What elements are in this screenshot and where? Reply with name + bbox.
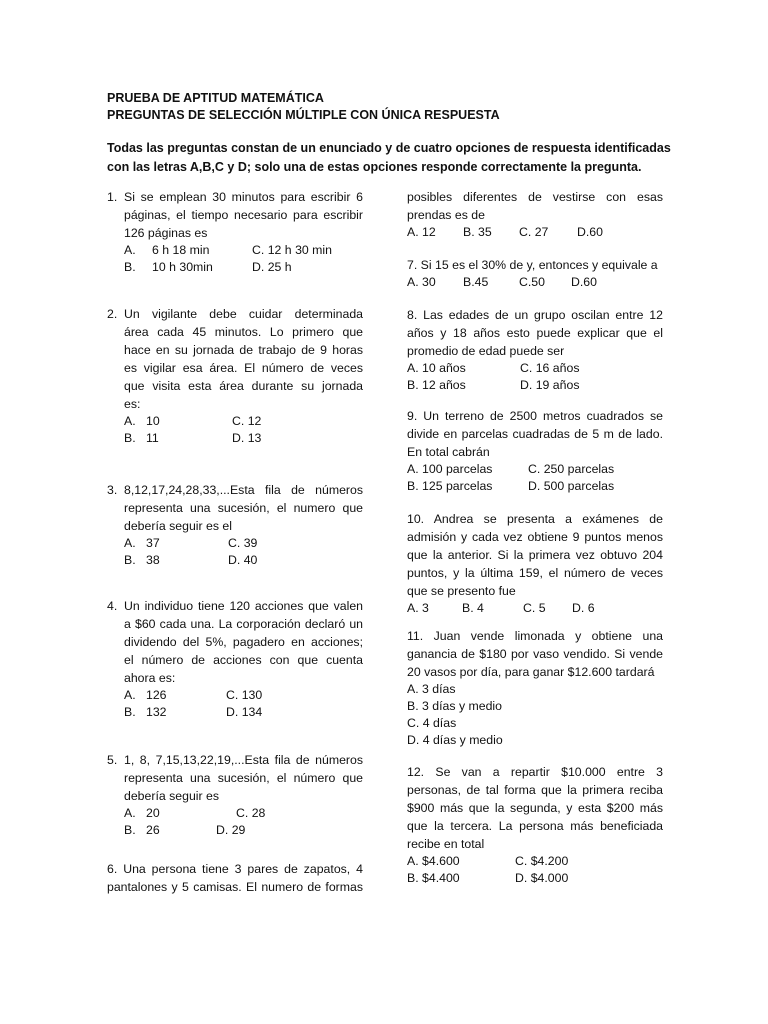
options-row xyxy=(124,552,363,569)
question-number: 5. xyxy=(107,753,118,767)
option-b: 38 xyxy=(146,553,160,567)
options-row xyxy=(407,478,663,495)
instructions-line: con las letras A,B,C y D; solo una de estas opciones responde correctamente la pregunta. xyxy=(107,160,642,174)
question-line: puntos, y la última 159, el número de veces xyxy=(407,566,663,580)
options-row xyxy=(407,224,663,241)
options-row xyxy=(407,853,663,870)
option-a-letter: A. xyxy=(124,688,136,702)
question-line: Un individuo tiene 120 acciones que valen xyxy=(124,599,363,613)
option-a: A. 12 xyxy=(407,225,436,239)
question-line: años y 18 años esto puede explicar que el xyxy=(407,326,663,340)
option-d: D. 19 años xyxy=(520,378,580,392)
question-line: que la tercera. La persona más beneficiada xyxy=(407,819,663,833)
option-c: C.50 xyxy=(519,275,545,289)
option-a-letter: A. xyxy=(124,414,136,428)
question-6-continued xyxy=(407,188,663,241)
options-row xyxy=(407,870,663,887)
question-number: 2. xyxy=(107,307,118,321)
question-line: hace en su jornada de trabajo de 9 horas xyxy=(124,343,363,357)
option-d: D.60 xyxy=(577,225,603,239)
question-line: área cada 45 minutos. Lo primero que xyxy=(124,325,363,339)
option-b-letter: B. xyxy=(124,431,136,445)
option-c: C. 28 xyxy=(236,806,266,820)
option-b: B. 3 días y medio xyxy=(407,699,503,713)
option-a-letter: A. xyxy=(124,536,136,550)
question-line: páginas, el tiempo necesario para escribir xyxy=(124,208,363,222)
question-line: debería seguir es xyxy=(124,789,220,803)
option-d: D. 13 xyxy=(232,431,262,445)
option-b-letter: B. xyxy=(124,705,136,719)
question-line: a $60 cada una. La corporación declaró un xyxy=(124,617,363,631)
question-line: Si se emplean 30 minutos para escribir 6 xyxy=(124,190,363,204)
option-a-letter: A. xyxy=(124,243,136,257)
question-line: promedio de edad puede ser xyxy=(407,344,565,358)
question-line: $900 más que la segunda, y esta $200 más xyxy=(407,801,663,815)
question-line: es vigilar esa área. El número de veces xyxy=(124,361,363,375)
option-d: D. 134 xyxy=(226,705,263,719)
question-line: posibles diferentes de vestirse con esas xyxy=(407,190,663,204)
option-c: C. 16 años xyxy=(520,361,580,375)
question-line: 11. Juan vende limonada y obtiene una xyxy=(407,629,663,643)
option-b: 11 xyxy=(146,431,159,445)
question-12 xyxy=(407,763,663,887)
option-a: A. 100 parcelas xyxy=(407,462,493,476)
question-body xyxy=(124,305,363,447)
option-c: C. $4.200 xyxy=(515,854,569,868)
option-b: B. 125 parcelas xyxy=(407,479,493,493)
question-line: 10. Andrea se presenta a exámenes de xyxy=(407,512,663,526)
option-a: 6 h 18 min xyxy=(152,243,210,257)
options-row xyxy=(407,274,663,291)
question-line: 126 páginas es xyxy=(124,226,208,240)
option-a: A. 3 días xyxy=(407,682,456,696)
options-row xyxy=(124,822,363,839)
options-row xyxy=(407,360,663,377)
instructions xyxy=(107,139,671,177)
option-a: A. 10 años xyxy=(407,361,466,375)
question-number: 4. xyxy=(107,599,118,613)
option-a: 20 xyxy=(146,806,160,820)
options-row xyxy=(407,461,663,478)
question-line: divide en parcelas cuadradas de 5 m de lado. xyxy=(407,427,663,441)
question-body xyxy=(124,188,363,276)
question-8 xyxy=(407,306,663,394)
question-line: Un vigilante debe cuidar determinada xyxy=(124,307,363,321)
question-11 xyxy=(407,627,663,749)
question-line: debería seguir es el xyxy=(124,519,233,533)
question-line: recibe en total xyxy=(407,837,485,851)
option-d: D. 4 días y medio xyxy=(407,733,503,747)
option-b-letter: B. xyxy=(124,823,136,837)
question-line: 8. Las edades de un grupo oscilan entre 12 xyxy=(407,308,663,322)
option-b: 26 xyxy=(146,823,160,837)
question-line: En total cabrán xyxy=(407,445,490,459)
option-c: C. 12 h 30 min xyxy=(252,243,332,257)
option-d: D. 6 xyxy=(572,601,595,615)
question-line: es: xyxy=(124,397,141,411)
question-line: 9. Un terreno de 2500 metros cuadrados se xyxy=(407,409,663,423)
options-row xyxy=(124,430,363,447)
option-d: D. 40 xyxy=(228,553,258,567)
option-c: C. 5 xyxy=(523,601,546,615)
option-a-letter: A. xyxy=(124,806,136,820)
exam-subtitle: PREGUNTAS DE SELECCIÓN MÚLTIPLE CON ÚNICA RESPUESTA xyxy=(107,108,500,122)
question-line: 1, 8, 7,15,13,22,19,...Esta fila de números xyxy=(124,753,363,767)
question-line: 20 vasos por día, para ganar $12.600 tardará xyxy=(407,665,655,679)
question-line: que la anterior. Si la primera vez obtuvo 204 xyxy=(407,548,663,562)
option-b: B. 4 xyxy=(462,601,484,615)
options-row xyxy=(124,805,363,822)
options-row xyxy=(124,259,363,276)
question-10 xyxy=(407,510,663,617)
instructions-line: Todas las preguntas constan de un enunciado y de cuatro opciones de respuesta identificadas xyxy=(107,141,671,155)
question-body xyxy=(124,751,363,839)
question-line: admisión y cada vez obtiene 9 puntos menos xyxy=(407,530,663,544)
question-line: ganancia de $180 por vaso vendido. Si vende xyxy=(407,647,663,661)
option-c: C. 39 xyxy=(228,536,258,550)
exam-title: PRUEBA DE APTITUD MATEMÁTICA xyxy=(107,91,324,105)
option-b: B. 35 xyxy=(463,225,492,239)
question-6-start xyxy=(107,860,363,896)
option-c: C. 12 xyxy=(232,414,262,428)
options-row xyxy=(124,704,363,721)
option-d: D. 29 xyxy=(216,823,246,837)
question-body xyxy=(124,481,363,569)
question-line: 6. Una persona tiene 3 pares de zapatos, 4 xyxy=(107,862,363,876)
question-line: personas, de tal forma que la primera reciba xyxy=(407,783,663,797)
option-b: 10 h 30min xyxy=(152,260,213,274)
option-a: A. 3 xyxy=(407,601,429,615)
option-c: C. 4 días xyxy=(407,716,457,730)
option-b: 132 xyxy=(146,705,167,719)
option-b: B. 12 años xyxy=(407,378,466,392)
option-c: C. 27 xyxy=(519,225,549,239)
option-d: D. $4.000 xyxy=(515,871,569,885)
options-row xyxy=(124,535,363,552)
question-line: que se presento fue xyxy=(407,584,516,598)
question-line: el número de acciones con que cuenta xyxy=(124,653,363,667)
options-row xyxy=(407,600,663,617)
option-d: D. 25 h xyxy=(252,260,292,274)
question-line: prendas es de xyxy=(407,208,485,222)
question-line: representa una sucesión, el numero que xyxy=(124,501,363,515)
option-b: B. $4.400 xyxy=(407,871,460,885)
question-line: representa una sucesión, el número que xyxy=(124,771,363,785)
question-line: dividendo del 5%, pagadero en acciones; xyxy=(124,635,363,649)
question-9 xyxy=(407,407,663,495)
option-a: 126 xyxy=(146,688,167,702)
option-a: A. 30 xyxy=(407,275,436,289)
option-a: A. $4.600 xyxy=(407,854,460,868)
options-row xyxy=(124,242,363,259)
option-b-letter: B. xyxy=(124,260,136,274)
options-row xyxy=(124,687,363,704)
question-line: que visita esta área durante su jornada xyxy=(124,379,363,393)
options-row xyxy=(124,413,363,430)
question-number: 3. xyxy=(107,483,118,497)
question-7 xyxy=(407,256,663,291)
option-a: 37 xyxy=(146,536,160,550)
question-line: 7. Si 15 es el 30% de y, entonces y equivale a xyxy=(407,258,658,272)
question-line: 8,12,17,24,28,33,...Esta fila de números xyxy=(124,483,363,497)
question-body xyxy=(124,597,363,721)
option-c: C. 130 xyxy=(226,688,263,702)
option-d: D.60 xyxy=(571,275,597,289)
option-b-letter: B. xyxy=(124,553,136,567)
option-a: 10 xyxy=(146,414,160,428)
question-line: ahora es: xyxy=(124,671,176,685)
question-line: 12. Se van a repartir $10.000 entre 3 xyxy=(407,765,663,779)
options-row xyxy=(407,377,663,394)
option-d: D. 500 parcelas xyxy=(528,479,615,493)
option-b: B.45 xyxy=(463,275,489,289)
question-line: pantalones y 5 camisas. El numero de formas xyxy=(107,880,363,894)
option-c: C. 250 parcelas xyxy=(528,462,615,476)
question-number: 1. xyxy=(107,190,118,204)
